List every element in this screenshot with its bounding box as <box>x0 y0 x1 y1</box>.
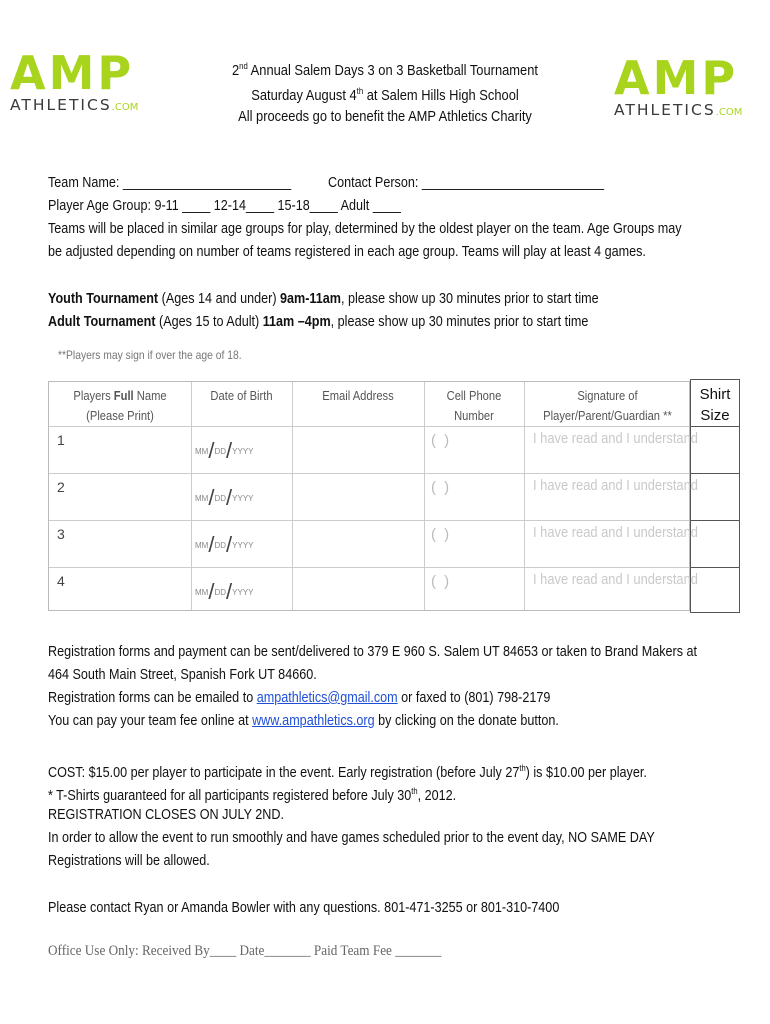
col-header-email: Email Address <box>322 388 394 403</box>
email-link[interactable]: ampathletics@gmail.com <box>256 689 398 706</box>
logo-amp-text: AMP <box>614 51 739 105</box>
signing-age-note: **Players may sign if over the age of 18. <box>58 348 242 362</box>
signature-field[interactable]: I have read and I understand <box>533 477 698 494</box>
players-table <box>48 381 698 611</box>
logo-amp-text: AMP <box>10 46 135 100</box>
header-line-3: All proceeds go to benefit the AMP Athletics Charity <box>238 108 532 125</box>
col-header-phone: Cell Phone Number <box>446 388 502 423</box>
signature-field[interactable]: I have read and I understand <box>533 430 698 447</box>
age-group-note-1: Teams will be placed in similar age groups for play, determined by the oldest player on the team. Age Groups may <box>48 220 682 237</box>
amp-logo-right <box>614 51 754 123</box>
dob-field[interactable]: MM/DD/YYYY <box>195 579 254 604</box>
logo-athletics-text: ATHLETICS.COM <box>10 96 139 114</box>
phone-field[interactable]: ( ) <box>431 573 452 590</box>
dob-field[interactable]: MM/DD/YYYY <box>195 438 254 463</box>
age-group-field[interactable]: Player Age Group: 9-11 ____ 12-14____ 15-18____ Adult ____ <box>48 197 401 214</box>
no-same-day-1: In order to allow the event to run smoothly and have games scheduled prior to the event day, NO SAME DAY <box>48 829 655 846</box>
shirt-size-column <box>690 379 740 613</box>
website-link[interactable]: www.ampathletics.org <box>252 712 375 729</box>
row-number: 1 <box>57 432 65 448</box>
row-number: 2 <box>57 479 65 495</box>
youth-tournament-line: Youth Tournament (Ages 14 and under) 9am-11am, please show up 30 minutes prior to start time <box>48 290 599 307</box>
amp-logo-left <box>10 46 150 118</box>
event-header <box>183 56 587 127</box>
age-group-note-2: be adjusted depending on number of teams registered in each age group. Teams will play at least 4 games. <box>48 243 646 260</box>
col-header-dob: Date of Birth <box>210 388 273 403</box>
contact-person-field[interactable]: Contact Person: __________________________ <box>328 174 605 191</box>
col-header-signature: Signature of Player/Parent/Guardian ** <box>543 388 672 423</box>
shirt-size-header: Shirt Size <box>699 386 731 424</box>
cost-line: COST: $15.00 per player to participate in the event. Early registration (before July 27th) is $10.00 per player. <box>48 763 647 781</box>
col-header-name: Players Full Name (Please Print) <box>73 388 167 423</box>
dob-field[interactable]: MM/DD/YYYY <box>195 485 254 510</box>
phone-field[interactable]: ( ) <box>431 432 452 449</box>
logo-athletics-text: ATHLETICS.COM <box>614 101 743 119</box>
signature-field[interactable]: I have read and I understand <box>533 571 698 588</box>
adult-tournament-line: Adult Tournament (Ages 15 to Adult) 11am –4pm, please show up 30 minutes prior to start time <box>48 313 589 330</box>
no-same-day-2: Registrations will be allowed. <box>48 852 210 869</box>
office-use-only: Office Use Only: Received By____ Date_______ Paid Team Fee _______ <box>48 943 442 959</box>
website-line: You can pay your team fee online at www.ampathletics.org by clicking on the donate button. <box>48 712 559 729</box>
phone-field[interactable]: ( ) <box>431 526 452 543</box>
email-line: Registration forms can be emailed to ampathletics@gmail.com or faxed to (801) 798-2179 <box>48 689 551 706</box>
registration-address-1: Registration forms and payment can be sent/delivered to 379 E 960 S. Salem UT 84653 or taken to Brand Makers at <box>48 643 698 660</box>
registration-closes: REGISTRATION CLOSES ON JULY 2ND. <box>48 806 284 823</box>
dob-field[interactable]: MM/DD/YYYY <box>195 532 254 557</box>
row-number: 3 <box>57 526 65 542</box>
header-line-2: Saturday August 4th at Salem Hills High School <box>251 86 519 104</box>
registration-address-2: 464 South Main Street, Spanish Fork UT 84660. <box>48 666 317 683</box>
contact-line: Please contact Ryan or Amanda Bowler with any questions. 801-471-3255 or 801-310-7400 <box>48 899 560 916</box>
tshirt-line: * T-Shirts guaranteed for all participants registered before July 30th, 2012. <box>48 786 457 804</box>
team-name-field[interactable]: Team Name: ________________________ <box>48 174 292 191</box>
row-number: 4 <box>57 573 65 589</box>
header-line-1: 2nd Annual Salem Days 3 on 3 Basketball Tournament <box>232 61 538 79</box>
phone-field[interactable]: ( ) <box>431 479 452 496</box>
signature-field[interactable]: I have read and I understand <box>533 524 698 541</box>
